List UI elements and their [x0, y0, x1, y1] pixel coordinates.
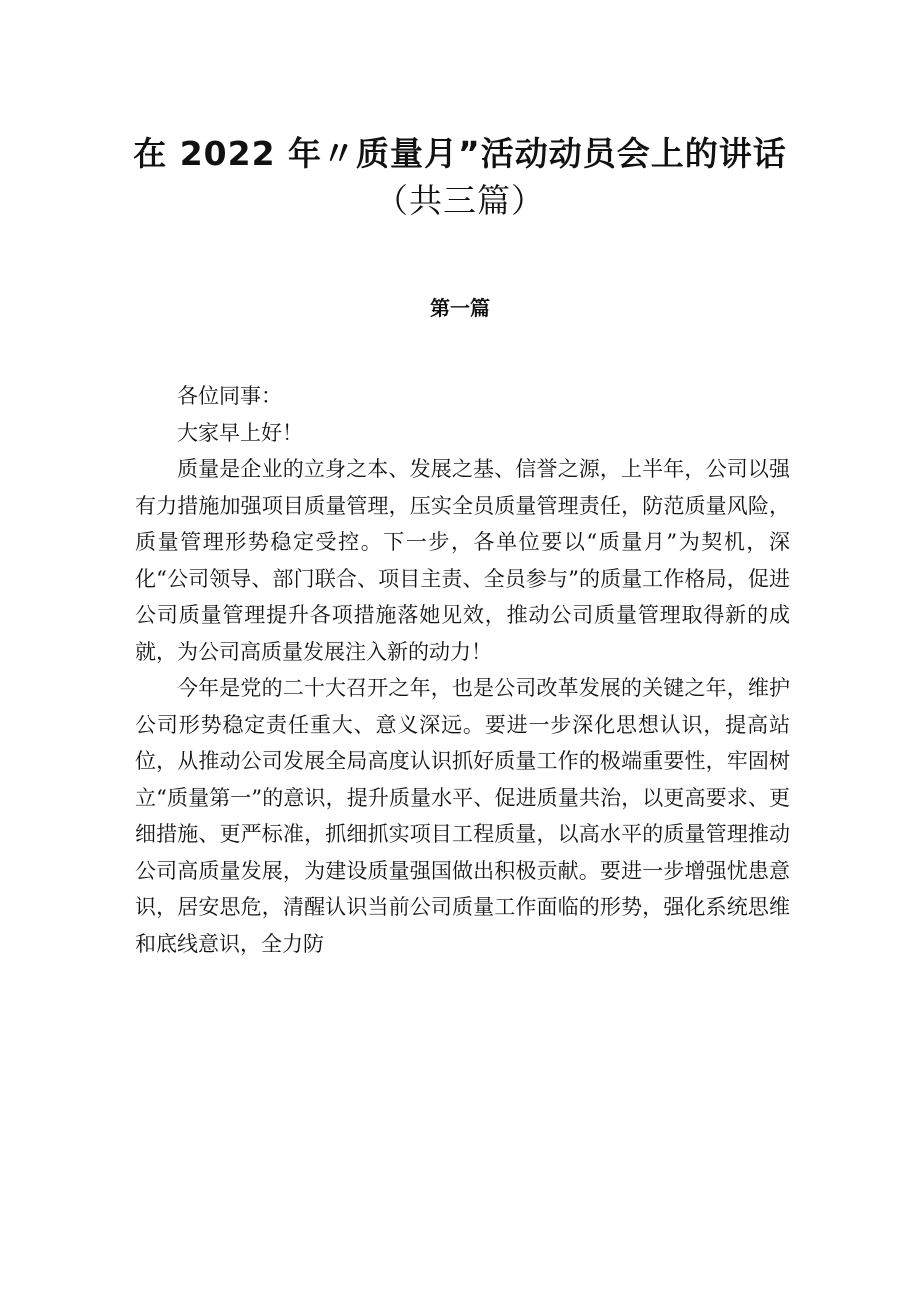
body-paragraph: 今年是党的二十大召开之年，也是公司改革发展的关键之年，维护公司形势稳定责任重大、意义深远。要进一步深化思想认识，提高站位，从推动公司发展全局高度认识抓好质量工作的极端重要性，牢固树立“质量第一”的意识，提升质量水平、促进质量共治，以更高要求、更细措施、更严标准，抓细抓实项目工程质量，以高水平的质量管理推动公司高质量发展，为建设质量强国做出积极贡献。要进一步增强忧患意识，居安思危，清醒认识当前公司质量工作面临的形势，强化系统思维和底线意识，全力防: [135, 676, 790, 956]
body-paragraph: 质量是企业的立身之本、发展之基、信誉之源，上半年，公司以强有力措施加强项目质量管理，压实全员质量管理责任，防范质量风险，质量管理形势稳定受控。下一步，各单位要以“质量月”为契机，深化“公司领导、部门联合、项目主责、全员参与”的质量工作格局，促进公司质量管理提升各项措施落她见效，推动公司质量管理取得新的成就，为公司高质量发展注入新的动力！: [135, 457, 790, 664]
greeting: 大家早上好！: [177, 420, 303, 445]
document-body: [135, 378, 790, 962]
document-subtitle: （共三篇）: [375, 181, 545, 220]
section-heading: 第一篇: [430, 296, 490, 320]
document-title: 在 2022 年〃质量月”活动动员会上的讲话: [133, 134, 787, 173]
salutation: 各位同事：: [177, 384, 282, 408]
